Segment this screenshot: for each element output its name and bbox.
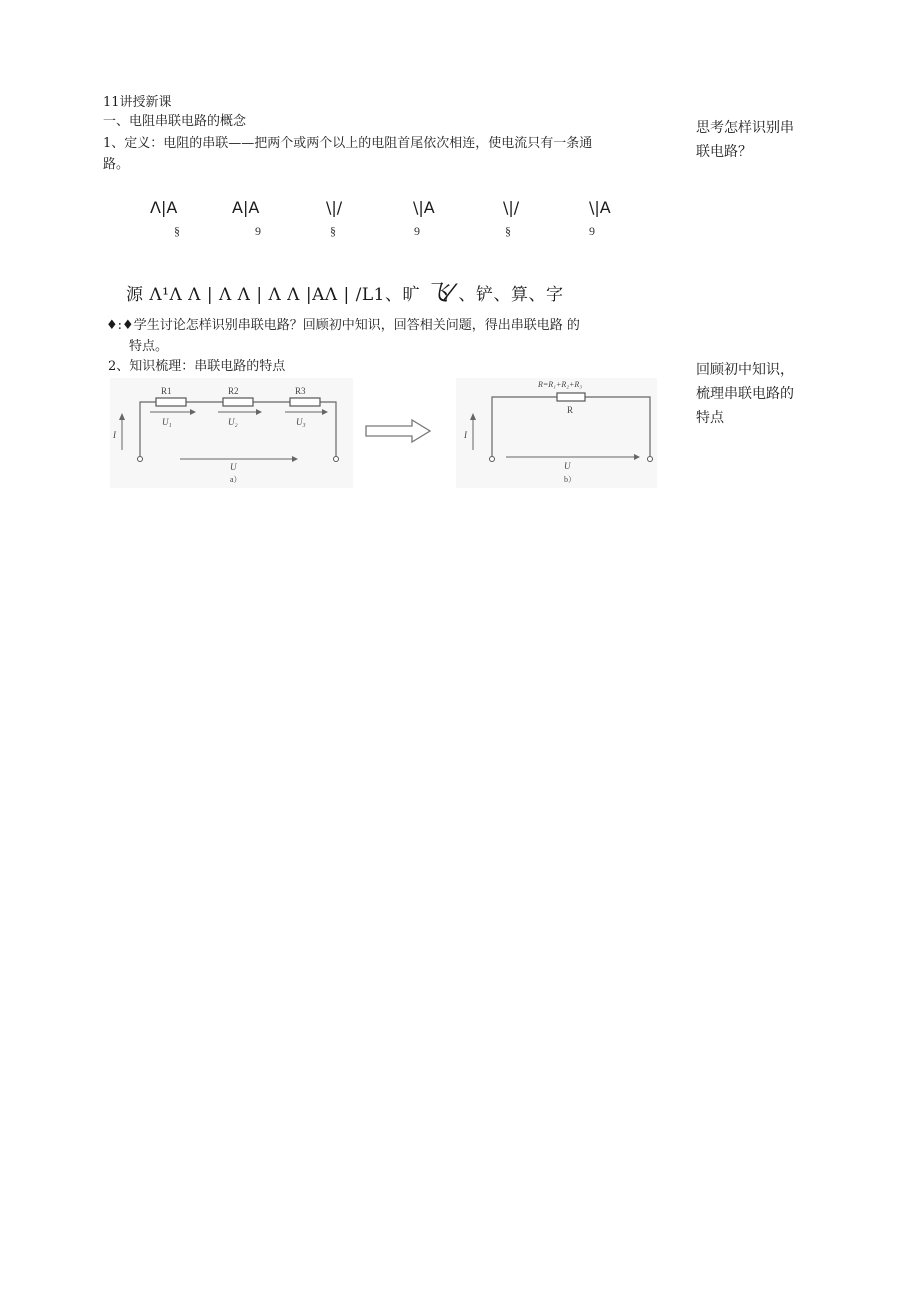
symbol-sub-1: §: [174, 224, 180, 238]
formula-label: R=R₁+R₂+R₃: [538, 380, 583, 389]
garbled-line: [126, 276, 564, 307]
garbled-text-a: 源 Λ¹Λ Λ | Λ Λ | Λ Λ |AΛ | /L1、旷: [126, 285, 420, 305]
label-r2: R2: [228, 386, 239, 396]
resistor-symbol-4: \|A: [413, 198, 435, 217]
resistor-r1: [156, 398, 186, 406]
resistor-symbol-2: A|A: [232, 198, 260, 217]
side-note-1-line-2: 联电路？: [696, 144, 752, 160]
label-voltage-b: U: [564, 461, 571, 471]
circuit-figure-a: [110, 378, 353, 488]
caption-a: a）: [230, 475, 242, 484]
side-note-2: [696, 358, 794, 430]
definition-line-2: 路。: [103, 157, 130, 172]
resistor-symbol-1: Λ|A: [150, 198, 178, 217]
caption-b: b）: [564, 475, 576, 484]
label-current-a: I: [113, 430, 116, 440]
hollow-right-arrow-icon: [364, 418, 434, 444]
terminal-right-b: [648, 457, 653, 462]
resistor-r3: [290, 398, 320, 406]
discussion-line-2: 特点。: [129, 339, 169, 354]
side-note-1: [696, 116, 794, 164]
label-voltage-a: U: [230, 462, 237, 472]
circuit-b-diagram: [456, 378, 657, 488]
garbled-text-b: 、铲、算、字: [458, 285, 564, 305]
symbol-sub-6: 9: [589, 224, 595, 238]
side-note-1-line-1: 思考怎样识别串: [696, 120, 794, 136]
label-r3: R3: [295, 386, 306, 396]
circuit-figure-b: [456, 378, 657, 488]
section2-title: 2、知识梳理：串联电路的特点: [108, 359, 286, 374]
symbol-sub-4: 9: [414, 224, 420, 238]
side-note-2-line-1: 回顾初中知识，: [696, 362, 794, 378]
symbol-sub-5: §: [505, 224, 511, 238]
side-note-2-line-2: 梳理串联电路的: [696, 386, 794, 402]
terminal-right-a: [334, 457, 339, 462]
label-current-b: I: [464, 430, 467, 440]
label-u2: U₂: [228, 417, 238, 427]
label-r: R: [567, 405, 574, 415]
resistor-symbol-3: \|/: [326, 198, 343, 217]
section-title: 一、电阻串联电路的概念: [103, 114, 247, 129]
terminal-left-b: [490, 457, 495, 462]
resistor-symbol-5: \|/: [503, 198, 520, 217]
lesson-heading: 11讲授新课: [103, 95, 172, 110]
resistor-r2: [223, 398, 253, 406]
symbol-sub-2: 9: [255, 224, 261, 238]
handwritten-mark: 飞⁄: [425, 281, 453, 306]
terminal-left-a: [138, 457, 143, 462]
definition-line-1: 1、定义：电阻的串联——把两个或两个以上的电阻首尾依次相连，使电流只有一条通: [103, 136, 593, 151]
resistor-symbol-6: \|A: [589, 198, 611, 217]
discussion-line-1: ♦:♦学生讨论怎样识别串联电路？回顾初中知识，回答相关问题，得出串联电路 的: [106, 318, 580, 333]
label-r1: R1: [161, 386, 172, 396]
side-note-2-line-3: 特点: [696, 410, 724, 426]
resistor-r: [557, 393, 585, 401]
label-u3: U₃: [296, 417, 306, 427]
circuit-a-diagram: [110, 378, 353, 488]
symbol-sub-3: §: [330, 224, 336, 238]
label-u1: U₁: [162, 417, 172, 427]
